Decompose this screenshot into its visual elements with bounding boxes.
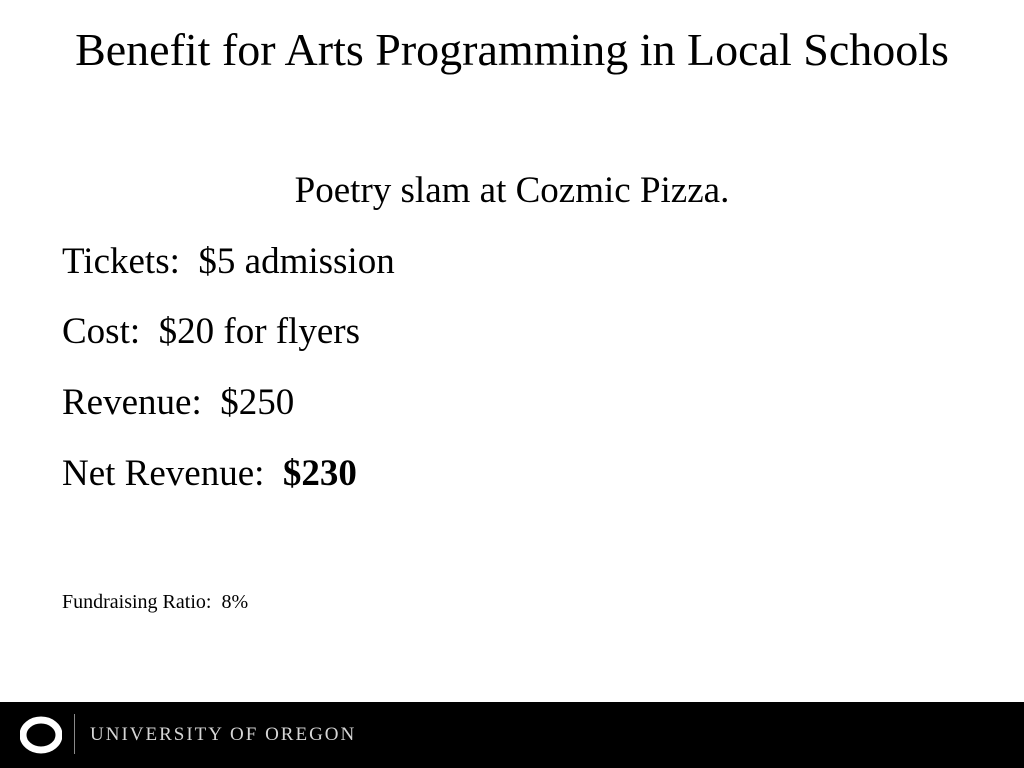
net-revenue-line (62, 449, 357, 499)
tickets-line (62, 237, 395, 287)
event-description: Poetry slam at Cozmic Pizza. (294, 170, 730, 211)
revenue-label: Revenue: (62, 382, 221, 423)
net-revenue-value: $230 (282, 453, 357, 494)
fundraising-ratio (62, 589, 248, 615)
tickets-label: Tickets: (62, 241, 199, 282)
slide-title: Benefit for Arts Programming in Local Schools (75, 24, 949, 75)
revenue-value: $250 (220, 382, 295, 423)
tickets-value: $5 admission (198, 241, 395, 282)
fundraising-ratio-label: Fundraising Ratio: (62, 591, 222, 613)
institution-name: UNIVERSITY OF OREGON (90, 724, 357, 745)
revenue-line (62, 378, 294, 428)
footer-bar (0, 702, 1024, 768)
oregon-o-logo-icon (20, 716, 62, 754)
cost-line (62, 307, 360, 357)
cost-value: $20 for flyers (158, 311, 361, 352)
net-revenue-label: Net Revenue: (62, 453, 283, 494)
footer-divider (74, 714, 75, 754)
fundraising-ratio-value: 8% (221, 591, 249, 613)
cost-label: Cost: (62, 311, 159, 352)
